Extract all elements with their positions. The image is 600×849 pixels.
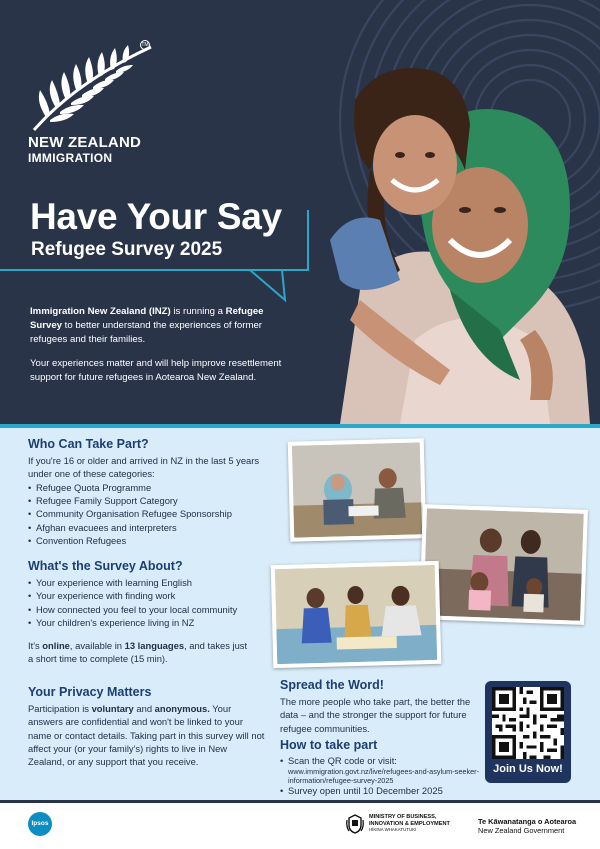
photo-family-on-couch [419,504,588,625]
fern-logo-icon [26,42,156,132]
coat-of-arms-icon [345,813,365,835]
join-us-label: Join Us Now! [493,763,563,775]
page-title: Have Your Say [30,196,282,237]
anonymous-bold: anonymous. [154,703,210,714]
mbie-line-3: HĪKINA WHAKATUTUKI [369,827,417,832]
list-item: • Your experience with learning English [28,576,258,589]
voluntary-bold: voluntary [91,703,134,714]
list-item: • Your children's experience living in NZ [28,616,258,629]
nz-gov-line-2: New Zealand Government [478,826,565,835]
who-text: If you're 16 or older and arrived in NZ in the last 5 years under one of these categories: [28,455,260,480]
intro-text [30,305,285,395]
mbie-line-2: INNOVATION & EMPLOYMENT [369,820,450,827]
privacy-pre: Participation is [28,703,92,714]
spread-heading: Spread the Word! [280,678,384,692]
list-item: • Refugee Quota Programme [28,481,278,494]
about-heading: What's the Survey About? [28,559,183,573]
nz-government-logo [478,817,576,835]
mbie-line-1: MINISTRY OF BUSINESS, [369,814,437,820]
survey-bold: Refugee Survey [30,306,264,331]
photo-children-playing [271,561,442,668]
how-item-1: Scan the QR code or visit: [288,755,397,766]
list-item: • Convention Refugees [28,534,278,547]
list-item: • How connected you feel to your local community [28,603,258,616]
list-item: • Community Organisation Refugee Sponsorship [28,507,278,520]
how-heading: How to take part [280,738,378,752]
privacy-and: and [133,703,155,714]
list-item: • Your experience with finding work [28,589,258,602]
list-item [280,755,480,785]
intro-paragraph-1 [30,305,285,347]
trademark-mark: TM [141,42,149,48]
list-item: • Survey open until 10 December 2025 [280,785,480,797]
who-can-take-part-block [28,437,278,548]
photo-learning-session [288,438,427,542]
list-item: • Refugee Family Support Category [28,494,278,507]
mbie-logo-text [369,814,450,834]
intro-text-1: is running a [170,306,226,317]
ipsos-logo: Ipsos [28,812,52,836]
brand-line-1: NEW ZEALAND [28,134,142,151]
brand-wordmark [28,135,141,165]
survey-about-block [28,559,258,665]
mother-daughter-photo [300,40,590,424]
qr-code-image[interactable] [492,687,564,759]
how-list [280,755,480,797]
languages-bold: 13 languages [124,639,185,651]
survey-url-link[interactable]: www.immigration.govt.nz/live/refugees-and-asylum-seeker-information/refugee-survey-2025 [288,766,480,785]
about-list [28,576,258,630]
privacy-heading: Your Privacy Matters [28,685,152,699]
privacy-block [28,685,266,768]
page-subtitle: Refugee Survey 2025 [31,239,223,260]
online-mid: , available in [69,639,125,651]
privacy-rest: Your answers are confidential and won't be linked to your name or contact details. Taking part in this survey will not affect your (or your family's) rights to live in New Zealand, or any support that you receive. [28,703,265,768]
inz-bold: Immigration New Zealand (INZ) [30,306,171,317]
intro-text-2: to better understand the experiences of former refugees and their families. [30,320,262,345]
who-list [28,481,278,548]
online-bold: online [42,639,70,651]
how-to-take-part-block [280,738,480,797]
section-divider [0,424,600,428]
qr-code-panel[interactable] [485,681,571,783]
list-item: • Afghan evacuees and interpreters [28,521,278,534]
who-heading: Who Can Take Part? [28,437,149,451]
qr-code-icon [492,687,564,759]
online-post: , and takes just a short time to complete (15 min). [28,639,248,664]
spread-word-block [280,678,480,735]
nz-gov-line-1: Te Kāwanatanga o Aotearoa [478,817,577,826]
brand-line-2: IMMIGRATION [28,150,113,165]
online-pre: It's [28,639,43,651]
privacy-text [28,702,266,768]
hero-section [0,0,600,424]
online-text [28,639,253,666]
intro-paragraph-2: Your experiences matter and will help improve resettlement support for future refugees in Aotearoa New Zealand. [30,358,282,383]
spread-text: The more people who take part, the better the data – and the stronger the support for future refugee communities. [280,696,471,734]
